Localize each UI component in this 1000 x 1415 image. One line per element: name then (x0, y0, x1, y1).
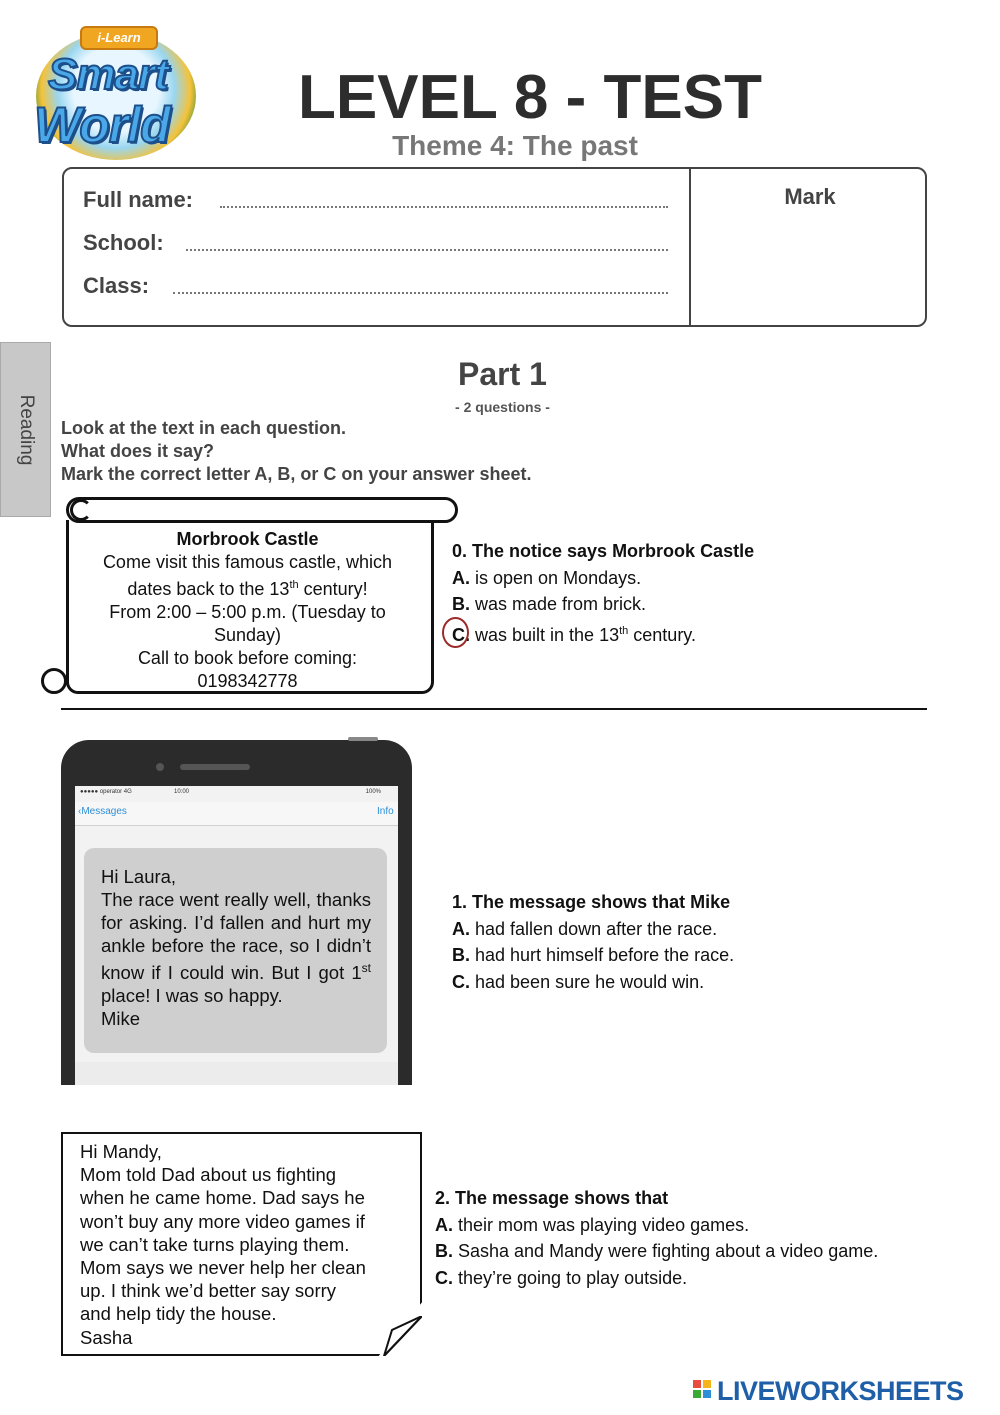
logo-square-icon (703, 1390, 711, 1398)
instruction-line: What does it say? (61, 441, 215, 461)
full-name-label: Full name: (83, 187, 194, 212)
answer-option-b[interactable]: B. Sasha and Mandy were fighting about a video game. (435, 1241, 879, 1261)
logo-square-icon (703, 1380, 711, 1388)
note-line: we can’t take turns playing them. (80, 1233, 350, 1255)
note-line: Mom says we never help her clean (80, 1257, 366, 1279)
mark-label: Mark (784, 184, 836, 209)
question-1 (452, 889, 734, 995)
message-greeting: Hi Laura, (101, 866, 177, 887)
logo-banner: i-Learn (80, 26, 158, 50)
notice-line: Sunday) (213, 625, 282, 645)
question-0 (452, 538, 754, 648)
instruction-line: Mark the correct letter A, B, or C on your answer sheet. (61, 464, 532, 484)
notice-line: dates back to the 13th century! (127, 579, 368, 599)
scroll-top-roll (66, 497, 458, 523)
school-field[interactable] (186, 249, 668, 251)
message-signature: Mike (101, 1008, 141, 1030)
smart-world-logo (28, 22, 203, 162)
notice-title: Morbrook Castle (176, 529, 319, 549)
question-2 (435, 1185, 878, 1291)
status-time: 10:00 (174, 789, 190, 795)
notice-line: From 2:00 – 5:00 p.m. (Tuesday to (109, 602, 386, 622)
note-text (80, 1140, 410, 1349)
answer-option-a[interactable]: A. their mom was playing video games. (435, 1214, 750, 1235)
note-line: won’t buy any more video games if (80, 1210, 365, 1232)
reading-side-tab (0, 342, 51, 517)
liveworksheets-logo (693, 1376, 988, 1406)
info-link[interactable]: Info (377, 806, 394, 817)
school-label: School: (83, 230, 164, 255)
scroll-curl-icon (41, 668, 67, 694)
answer-option-a[interactable]: A. is open on Mondays. (452, 567, 642, 588)
logo-square-icon (693, 1380, 701, 1388)
messages-back-link[interactable]: ‹Messages (78, 806, 127, 817)
info-divider (689, 167, 691, 327)
status-operator: ●●●●● operator 4G (80, 789, 132, 795)
answer-option-b[interactable]: B. had hurt himself before the race. (452, 945, 735, 965)
message-body: The race went really well, thanks for asking. I’d fallen and hurt my ankle before the race, so I didn’t know if I could win. But I got 1st place! I was so happy. (101, 889, 371, 1007)
class-label: Class: (83, 273, 150, 298)
selected-answer-circle (442, 617, 469, 648)
brand-name: LIVEWORKSHEETS (717, 1376, 964, 1406)
instruction-line: Look at the text in each question. (61, 418, 347, 438)
status-bar (78, 789, 395, 799)
message-text (101, 865, 371, 1030)
screen-footer (75, 1062, 398, 1085)
scroll-curl-icon (70, 499, 92, 521)
page-title: LEVEL 8 - TEST (298, 63, 762, 132)
part-question-count: - 2 questions - (455, 399, 550, 415)
answer-option-c[interactable]: C. was built in the 13th century. (452, 624, 696, 645)
logo-square-icon (693, 1390, 701, 1398)
note-line: Hi Mandy, (80, 1141, 162, 1162)
note-line: up. I think we’d better say sorry (80, 1280, 337, 1302)
side-tab-label: Reading (15, 394, 37, 465)
notice-phone-number: 0198342778 (197, 671, 298, 691)
notice-line: Call to book before coming: (137, 648, 358, 668)
phone-button (348, 737, 378, 741)
page-subtitle: Theme 4: The past (392, 130, 638, 161)
logo-word-smart: Smart (48, 50, 168, 99)
camera-icon (156, 763, 164, 771)
question-stem: 1. The message shows that Mike (452, 892, 731, 912)
question-stem: 0. The notice says Morbrook Castle (452, 541, 755, 561)
speaker-icon (180, 764, 250, 770)
notice-line: Come visit this famous castle, which (102, 552, 393, 572)
mark-field[interactable] (700, 215, 915, 315)
question-stem: 2. The message shows that (435, 1188, 669, 1208)
answer-option-b[interactable]: B. was made from brick. (452, 594, 647, 614)
answer-option-c[interactable]: C. had been sure he would win. (452, 971, 705, 992)
logo-word-world: World (34, 97, 170, 153)
part-title: Part 1 (458, 356, 547, 392)
status-battery: 100% (365, 789, 381, 795)
section-divider (61, 708, 927, 710)
note-line: when he came home. Dad says he (80, 1187, 365, 1209)
notice-text (70, 528, 425, 693)
note-line: Mom told Dad about us fighting (80, 1164, 337, 1186)
note-line: Sasha (80, 1326, 133, 1348)
answer-option-a[interactable]: A. had fallen down after the race. (452, 918, 718, 939)
answer-option-c[interactable]: C. they’re going to play outside. (435, 1267, 688, 1288)
full-name-field[interactable] (220, 206, 668, 208)
note-line: and help tidy the house. (80, 1303, 277, 1325)
class-field[interactable] (173, 292, 668, 294)
